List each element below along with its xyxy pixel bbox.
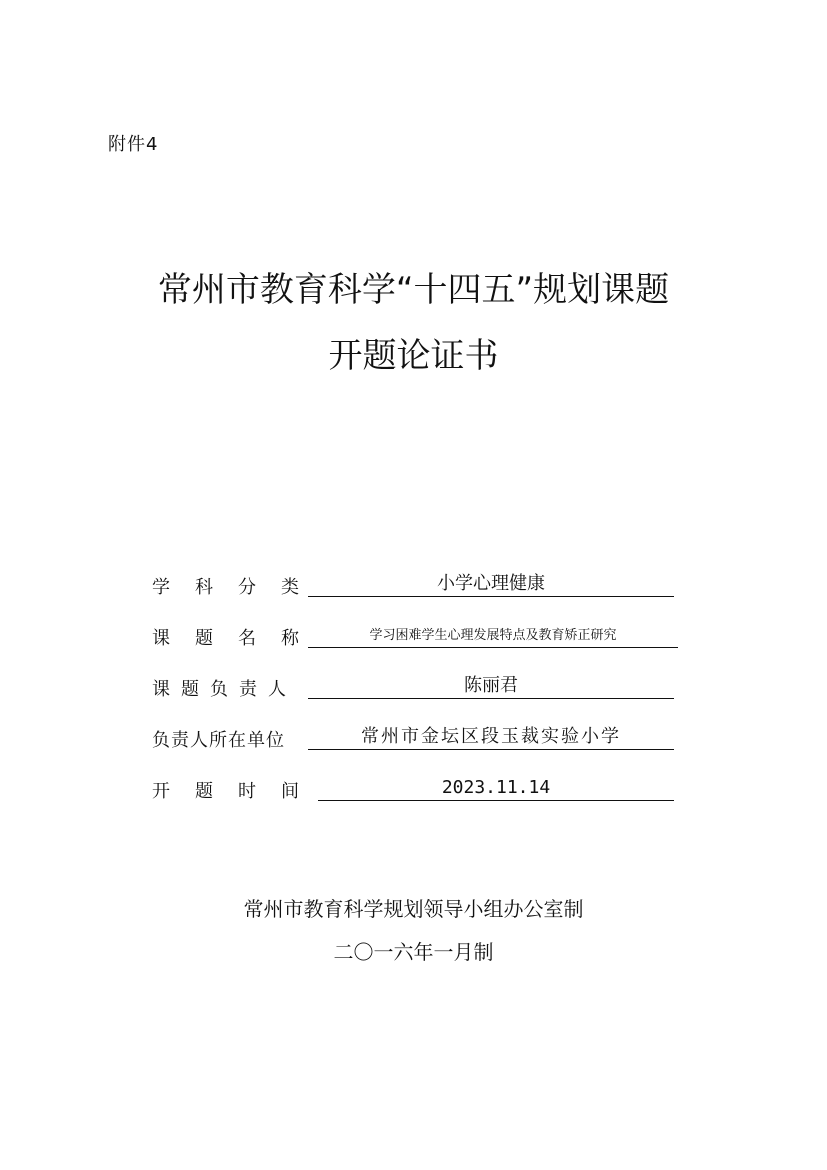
field-label-topic: 课题名称	[152, 628, 324, 649]
field-value-date: 2023.11.14	[318, 772, 674, 801]
cover-info-table	[152, 568, 682, 823]
field-value-topic: 学习困难学生心理发展特点及教育矫正研究	[308, 619, 678, 648]
field-row-unit	[152, 721, 682, 772]
field-label-leader: 课题负责人	[152, 679, 297, 700]
field-row-leader	[152, 670, 682, 721]
field-value-leader: 陈丽君	[308, 670, 674, 699]
field-label-date: 开题时间	[152, 781, 324, 802]
attachment-label: 附件4	[108, 134, 159, 155]
document-title: 常州市教育科学“十四五”规划课题	[157, 270, 670, 310]
issuer-line: 常州市教育科学规划领导小组办公室制	[243, 897, 584, 921]
field-label-subject: 学科分类	[152, 577, 324, 598]
issue-date-line: 二〇一六年一月制	[333, 940, 494, 964]
field-row-date	[152, 772, 682, 823]
field-value-subject: 小学心理健康	[308, 568, 674, 597]
field-row-subject	[152, 568, 682, 619]
field-row-topic	[152, 619, 682, 670]
document-subtitle: 开题论证书	[328, 336, 499, 376]
field-label-unit: 负责人所在单位	[152, 730, 285, 751]
field-value-unit: 常州市金坛区段玉裁实验小学	[308, 721, 674, 750]
